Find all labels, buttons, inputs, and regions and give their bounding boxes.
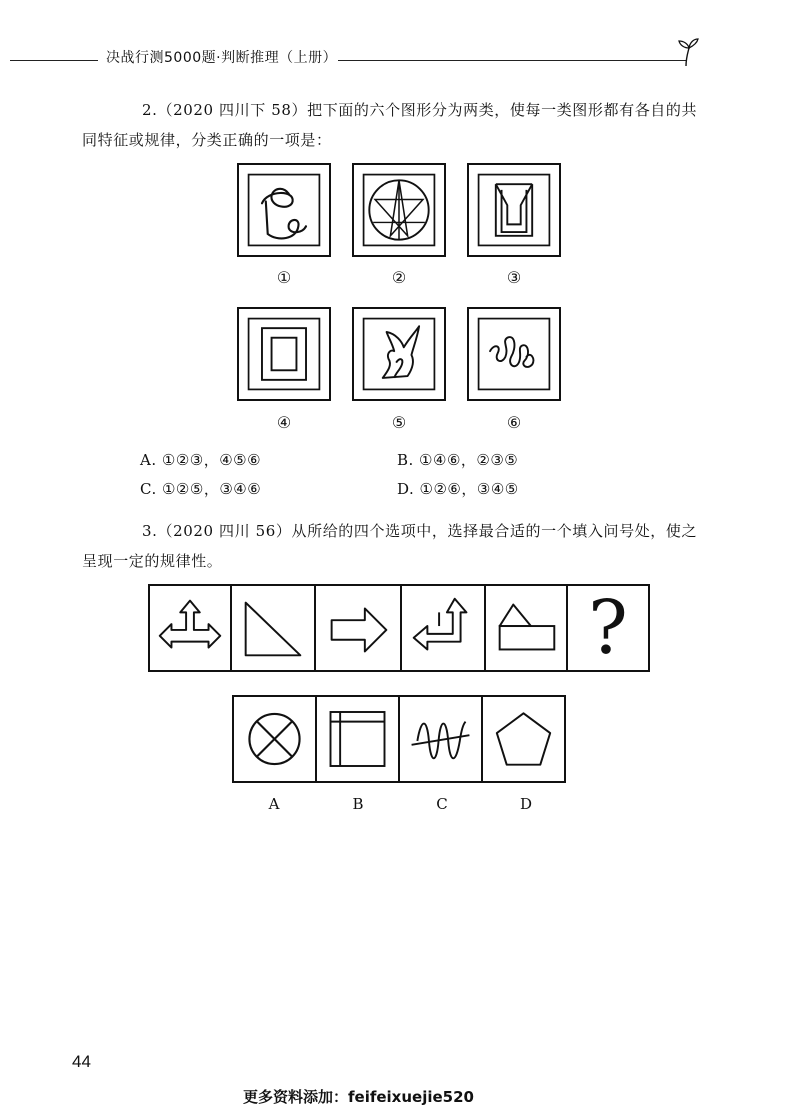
figure-3-nested-rects	[469, 165, 559, 255]
question-3-line-2: 呈现一定的规律性。	[82, 552, 223, 570]
page-number: 44	[72, 1052, 91, 1071]
header-title: 决战行测5000题·判断推理（上册）	[106, 50, 338, 66]
answer-cell-c[interactable]	[400, 697, 483, 781]
answer-strip	[232, 695, 566, 783]
option-a[interactable]: A. ①②③，④⑤⑥	[140, 451, 262, 469]
figure-5	[352, 307, 446, 401]
figure-5-unicorn-shape	[354, 309, 444, 399]
answer-label-b: B	[352, 795, 364, 813]
sequence-cell-3	[316, 586, 402, 670]
figure-label-3: ③	[506, 268, 522, 287]
answer-cell-b[interactable]	[317, 697, 400, 781]
figure-label-1: ①	[276, 268, 292, 287]
triple-arrow-icon	[150, 586, 230, 670]
triangle-on-rect-icon	[486, 586, 566, 670]
sequence-cell-5	[486, 586, 568, 670]
question-2-line-2: 同特征或规律，分类正确的一项是：	[82, 131, 332, 149]
sequence-cell-6	[568, 586, 648, 670]
question-3-text	[82, 516, 722, 576]
figure-6	[467, 307, 561, 401]
answer-cell-d[interactable]	[483, 697, 564, 781]
figure-label-5: ⑤	[391, 413, 407, 432]
bent-arrows-icon	[402, 586, 484, 670]
question-mark: ?	[588, 585, 628, 671]
question-2-line-1: 2.（2020 四川下 58）把下面的六个图形分为两类，使每一类图形都有各自的共	[142, 101, 698, 119]
wave-line-icon	[400, 697, 481, 781]
sprout-icon	[676, 36, 702, 66]
figure-6-scribble	[469, 309, 559, 399]
answer-label-a: A	[268, 795, 280, 813]
figure-4-concentric-squares	[239, 309, 329, 399]
answer-cell-a[interactable]	[234, 697, 317, 781]
sequence-cell-1	[150, 586, 232, 670]
pentagon-icon	[483, 697, 564, 781]
question-3-line-1: 3.（2020 四川 56）从所给的四个选项中，选择最合适的一个填入问号处，使之	[142, 522, 698, 540]
question-2-text	[82, 95, 722, 155]
sequence-cell-4	[402, 586, 486, 670]
footer-contact: 更多资料添加：feifeixuejie520	[243, 1088, 474, 1106]
header-rule-right	[338, 60, 686, 61]
figure-1	[237, 163, 331, 257]
header-rule-left	[10, 60, 98, 61]
figure-3	[467, 163, 561, 257]
sequence-cell-2	[232, 586, 316, 670]
figure-1-scribble	[239, 165, 329, 255]
figure-2-circle-star	[354, 165, 444, 255]
divided-square-icon	[317, 697, 398, 781]
answer-label-c: C	[436, 795, 448, 813]
circle-cross-icon	[234, 697, 315, 781]
right-triangle-icon	[232, 586, 314, 670]
figure-2	[352, 163, 446, 257]
option-b[interactable]: B. ①④⑥，②③⑤	[397, 451, 519, 469]
figure-4	[237, 307, 331, 401]
sequence-strip	[148, 584, 650, 672]
figure-label-2: ②	[391, 268, 407, 287]
option-d[interactable]: D. ①②⑥，③④⑤	[397, 480, 519, 498]
answer-label-d: D	[519, 795, 533, 813]
option-c[interactable]: C. ①②⑤，③④⑥	[140, 480, 262, 498]
figure-label-6: ⑥	[506, 413, 522, 432]
figure-label-4: ④	[276, 413, 292, 432]
right-arrow-icon	[316, 586, 400, 670]
